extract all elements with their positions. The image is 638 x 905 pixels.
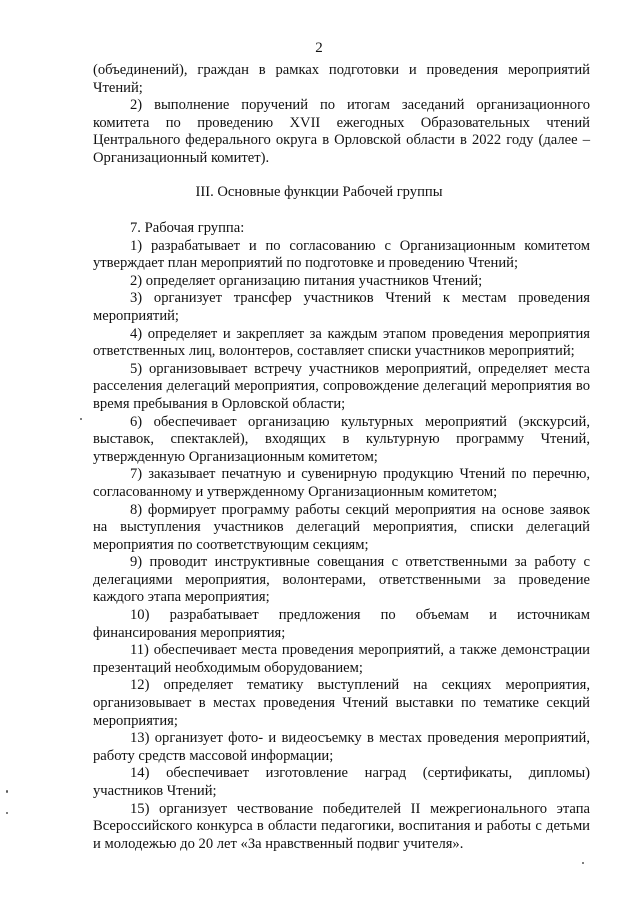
scan-speck	[582, 862, 584, 864]
page-number: 2	[315, 40, 323, 56]
list-item: 14) обеспечивает изготовление наград (сертификаты, дипломы) участников Чтений;	[93, 765, 590, 799]
paragraph: 2) выполнение поручений по итогам заседаний организационного комитета по проведению XVII ежегодных Образовательных чтений Центрального федерального округа в Орловской области в 2022 году (далее – Организационный комитет).	[93, 97, 590, 166]
list-item: 2) определяет организацию питания участников Чтений;	[130, 272, 483, 289]
list-item: 11) обеспечивает места проведения мероприятий, а также демонстрации презентаций необходимым оборудованием;	[93, 642, 590, 676]
list-item: 3) организует трансфер участников Чтений к местам проведения мероприятий;	[93, 290, 590, 324]
list-item: 10) разрабатывает предложения по объемам и источникам финансирования мероприятия;	[93, 607, 590, 641]
list-item: 15) организует чествование победителей II межрегионального этапа Всероссийского конкурса в области педагогики, воспитания и работы с детьми и молодежью до 20 лет «За нравственный подвиг учителя».	[93, 800, 590, 852]
list-item: 7. Рабочая группа:	[130, 220, 245, 236]
list-item: 6) обеспечивает организацию культурных мероприятий (экскурсий, выставок, спектаклей), входящих в культурную программу Чтений, утвержденную Организационным комитетом;	[93, 413, 590, 465]
scan-speck	[6, 790, 8, 793]
section-heading: III. Основные функции Рабочей группы	[195, 184, 443, 200]
intro-text	[93, 62, 590, 168]
list-item: 7) заказывает печатную и сувенирную продукцию Чтений по перечню, согласованному и утвержденному Организационным комитетом;	[93, 466, 590, 500]
list-item: 12) определяет тематику выступлений на секциях мероприятия, организовывает в местах проведения Чтений выставки по тематике секций мероприятия;	[93, 677, 590, 729]
scan-speck	[6, 812, 8, 814]
list-item: 1) разрабатывает и по согласованию с Организационным комитетом утверждает план мероприятий по подготовке и проведению Чтений;	[93, 237, 590, 272]
paragraph: (объединений), граждан в рамках подготовки и проведения мероприятий Чтений;	[93, 62, 590, 96]
list-item: 5) организовывает встречу участников мероприятий, определяет места расселения делегаций мероприятия, сопровождение делегаций мероприятия во время пребывания в Орловской области;	[93, 360, 590, 412]
list-item: 8) формирует программу работы секций мероприятия на основе заявок на выступления участников делегаций мероприятия, списки делегаций мероприятия по соответствующим секциям;	[93, 501, 590, 553]
list-item: 9) проводит инструктивные совещания с ответственными за работу с делегациями мероприятия, волонтерами, ответственными за проведение каждого этапа мероприятия;	[93, 554, 590, 606]
functions-list	[93, 220, 590, 853]
list-item: 4) определяет и закрепляет за каждым этапом проведения мероприятия ответственных лиц, волонтеров, составляет списки участников мероприятий;	[93, 325, 590, 360]
scan-speck	[80, 418, 82, 420]
list-item: 13) организует фото- и видеосъемку в местах проведения мероприятий, работу средств массовой информации;	[93, 730, 590, 764]
